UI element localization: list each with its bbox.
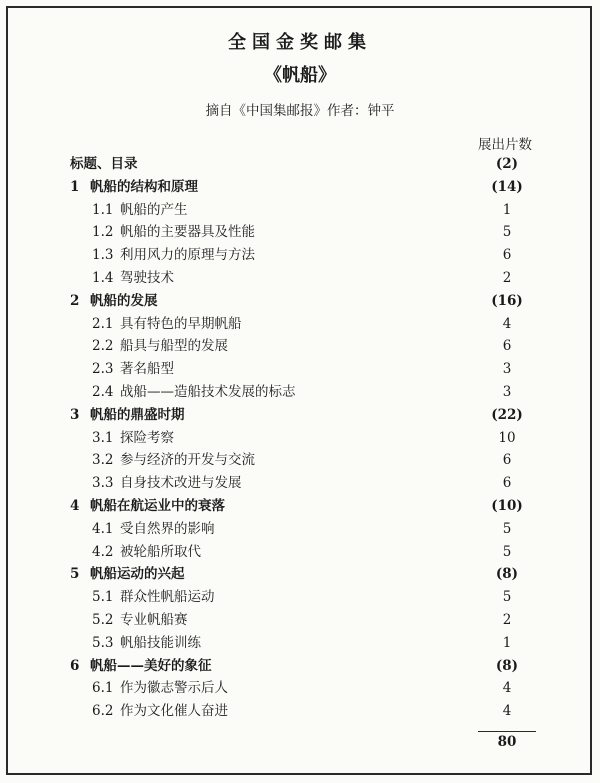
toc-subsection-row xyxy=(0,381,600,404)
toc-subsection-row xyxy=(0,335,600,358)
toc-subsection-row xyxy=(0,609,600,632)
toc-number: 4.1 xyxy=(92,520,114,537)
toc-subsection-row xyxy=(0,677,600,700)
toc-count: (2) xyxy=(495,156,519,172)
toc-label: 著名船型 xyxy=(120,361,174,378)
toc-label: 帆船运动的兴起 xyxy=(90,566,185,583)
toc-count: (8) xyxy=(495,566,519,583)
toc-label: 被轮船所取代 xyxy=(120,543,201,560)
exhibit-title: 《帆船》 xyxy=(264,65,336,86)
toc-subsection-row xyxy=(0,472,600,495)
toc-number: 2.4 xyxy=(92,383,114,400)
toc-label: 帆船的产生 xyxy=(120,201,188,218)
toc-number: 1.4 xyxy=(92,269,114,286)
toc-label: 具有特色的早期帆船 xyxy=(120,315,242,332)
toc-section-row xyxy=(0,176,600,199)
toc-subsection-row xyxy=(0,221,600,244)
toc-count: 6 xyxy=(502,247,512,264)
toc-number: 3.3 xyxy=(92,475,114,492)
toc-number: 5.3 xyxy=(92,634,114,651)
toc-count: (14) xyxy=(491,178,523,195)
toc-number: 4.2 xyxy=(92,543,114,560)
toc-subsection-row xyxy=(0,358,600,381)
toc-count: 5 xyxy=(502,224,512,241)
toc-label: 帆船技能训练 xyxy=(120,634,201,651)
toc-count: 5 xyxy=(502,520,512,537)
toc-section-row xyxy=(0,655,600,678)
toc-section-row xyxy=(0,563,600,586)
toc-number: 3.1 xyxy=(92,429,114,446)
toc-number: 6.2 xyxy=(92,703,114,720)
toc-label: 参与经济的开发与交流 xyxy=(120,452,255,469)
toc-number: 1.3 xyxy=(92,247,114,264)
toc-number: 1 xyxy=(70,178,80,195)
toc-subsection-row xyxy=(0,199,600,222)
toc-label: 群众性帆船运动 xyxy=(120,589,215,606)
toc-count: (22) xyxy=(491,406,523,423)
toc-count: 1 xyxy=(502,634,512,651)
toc-number: 2.3 xyxy=(92,361,114,378)
count-column-header: 展出片数 xyxy=(478,137,532,153)
toc-number: 2.1 xyxy=(92,315,114,332)
toc-section-row xyxy=(0,495,600,518)
toc-label: 作为徽志警示后人 xyxy=(120,680,228,697)
table-of-contents xyxy=(0,153,600,723)
toc-label: 受自然界的影响 xyxy=(120,520,215,537)
toc-subsection-row xyxy=(0,267,600,290)
toc-count: (8) xyxy=(495,657,519,674)
toc-count: 6 xyxy=(502,452,512,469)
toc-label: 帆船的结构和原理 xyxy=(90,178,198,195)
toc-count: 4 xyxy=(502,680,512,697)
toc-subsection-row xyxy=(0,632,600,655)
toc-label: 自身技术改进与发展 xyxy=(120,475,242,492)
toc-label: 帆船——美好的象征 xyxy=(90,657,212,674)
toc-count: 6 xyxy=(502,338,512,355)
toc-count: 3 xyxy=(502,383,512,400)
toc-label: 作为文化催人奋进 xyxy=(120,703,228,720)
toc-label: 驾驶技术 xyxy=(120,269,174,286)
toc-count: 5 xyxy=(502,543,512,560)
toc-subsection-row xyxy=(0,586,600,609)
toc-subsection-row xyxy=(0,541,600,564)
toc-count: 6 xyxy=(502,475,512,492)
toc-number: 6.1 xyxy=(92,680,114,697)
toc-heading-row xyxy=(0,153,600,176)
toc-count: 10 xyxy=(498,429,516,446)
toc-label: 专业帆船赛 xyxy=(120,611,188,628)
toc-number: 5.1 xyxy=(92,589,114,606)
toc-label: 帆船在航运业中的衰落 xyxy=(90,497,225,514)
toc-number: 1.1 xyxy=(92,201,114,218)
toc-subsection-row xyxy=(0,244,600,267)
toc-count: 4 xyxy=(502,703,512,720)
toc-subsection-row xyxy=(0,427,600,450)
toc-section-row xyxy=(0,290,600,313)
toc-number: 1.2 xyxy=(92,224,114,241)
toc-label: 利用风力的原理与方法 xyxy=(120,247,255,264)
toc-label: 探险考察 xyxy=(120,429,174,446)
toc-number: 2 xyxy=(70,292,80,309)
toc-count: 3 xyxy=(502,361,512,378)
toc-label: 标题、目录 xyxy=(70,156,138,172)
toc-label: 船具与船型的发展 xyxy=(120,338,228,355)
toc-count: 4 xyxy=(502,315,512,332)
total-rule xyxy=(478,731,536,732)
toc-count: (16) xyxy=(491,292,523,309)
toc-number: 3 xyxy=(70,406,80,423)
toc-subsection-row xyxy=(0,700,600,723)
toc-count: 5 xyxy=(502,589,512,606)
source-attribution: 摘自《中国集邮报》作者：钟平 xyxy=(205,103,395,119)
toc-number: 3.2 xyxy=(92,452,114,469)
toc-label: 帆船的发展 xyxy=(90,292,158,309)
toc-count: 1 xyxy=(502,201,512,218)
toc-subsection-row xyxy=(0,313,600,336)
total-count: 80 xyxy=(497,734,517,750)
toc-count: 2 xyxy=(502,611,512,628)
toc-count: (10) xyxy=(491,497,523,514)
toc-label: 战船——造船技术发展的标志 xyxy=(120,383,296,400)
toc-label: 帆船的鼎盛时期 xyxy=(90,406,185,423)
toc-subsection-row xyxy=(0,449,600,472)
toc-section-row xyxy=(0,404,600,427)
toc-number: 6 xyxy=(70,657,80,674)
toc-label: 帆船的主要器具及性能 xyxy=(120,224,255,241)
toc-number: 2.2 xyxy=(92,338,114,355)
page-title: 全国金奖邮集 xyxy=(228,32,372,53)
toc-number: 5 xyxy=(70,566,80,583)
toc-count: 2 xyxy=(502,269,512,286)
toc-number: 5.2 xyxy=(92,611,114,628)
toc-subsection-row xyxy=(0,518,600,541)
toc-number: 4 xyxy=(70,497,80,514)
